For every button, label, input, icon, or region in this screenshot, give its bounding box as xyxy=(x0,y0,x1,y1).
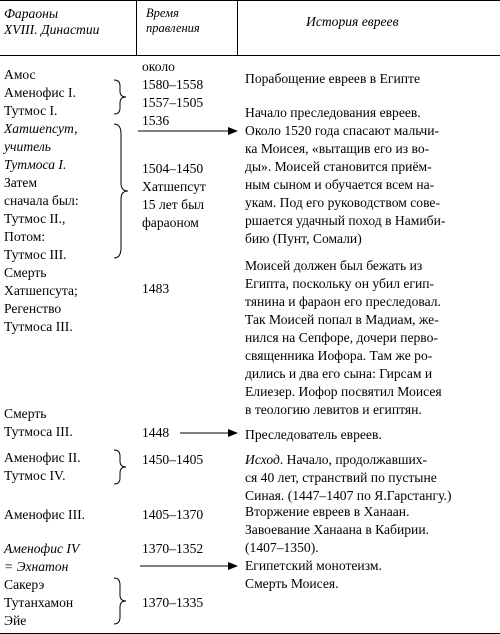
row5-brace xyxy=(114,450,126,484)
row6-pharaohs: Аменофис III. xyxy=(4,507,86,522)
row7-history: Египетский монотеизм. xyxy=(245,558,382,573)
row5-history: Исход. Начало, продолжавших- ся 40 лет, странствий по пустыне Синая. (1447–1407 по Я.Гарстангу.) xyxy=(245,452,452,503)
row8-brace xyxy=(114,578,126,624)
row2-pharaohs: Хатшепсут, учитель Тутмоса I. Затем сначала был: Тутмос II., Потом: Тутмос III. xyxy=(4,121,79,262)
exodus-term: Исход xyxy=(245,452,280,467)
row4-pharaohs: Смерть Тутмоса III. xyxy=(4,406,73,439)
row2-brace xyxy=(114,124,128,258)
row8-history: Смерть Моисея. xyxy=(245,576,339,591)
row3-time: 1483 xyxy=(142,281,170,296)
row1-history: Порабощение евреев в Египте xyxy=(245,71,420,86)
header-jewish-history: История евреев xyxy=(306,14,399,29)
row3-history: Моисей должен был бежать из Египта, поскольку он убил егип- тянина и фараон его преследовал. Так Моисей попал в Мадиам, же- нился на Сепфоре, дочери перво- священника Иофора. Там же ро- дились и два его сына: Гирсам и Елиезер. Иофор посвятил Моисея в теологию левитов и египтян. xyxy=(245,258,442,417)
row6-time: 1405–1370 xyxy=(142,507,204,522)
row4-time: 1448 xyxy=(142,425,170,440)
row7-time: 1370–1352 xyxy=(142,541,204,556)
row8-pharaohs: Сакерэ Тутанхамон Эйе xyxy=(4,577,74,628)
row6-history: Вторжение евреев в Ханаан. Завоевание Ханаана в Кабирии. (1407–1350). xyxy=(245,504,429,555)
row1-pharaohs: Амос Аменофис I. Тутмос I. xyxy=(4,67,76,118)
header-pharaohs: Фараоны XVIII. Династии xyxy=(4,6,100,37)
row7-pharaohs: Аменофис IV = Эхнатон xyxy=(4,541,80,574)
row5-time: 1450–1405 xyxy=(142,452,204,467)
row8-time: 1370–1335 xyxy=(142,595,204,610)
row5-pharaohs: Аменофис II. Тутмос IV. xyxy=(4,450,81,483)
row4-history: Преследователь евреев. xyxy=(245,427,382,442)
row2-history: Начало преследования евреев. Около 1520 года спасают мальчи- ка Моисея, «вытащив его из во- ды». Моисей становится приём- ным сыном и обучается всем на- укам. Под его руководством сове- ршается удачный поход в Намиби- бию (Пунт, Сомали) xyxy=(245,105,446,246)
row3-pharaohs: Смерть Хатшепсута; Регенство Тутмоса III. xyxy=(4,265,78,334)
header-reign-time: Время правления xyxy=(146,6,200,35)
row1-brace xyxy=(114,80,126,114)
row2-time: 1504–1450 Хатшепсут 15 лет был фараоном xyxy=(142,161,206,230)
row1-time: около 1580–1558 1557–1505 1536 xyxy=(142,59,204,128)
